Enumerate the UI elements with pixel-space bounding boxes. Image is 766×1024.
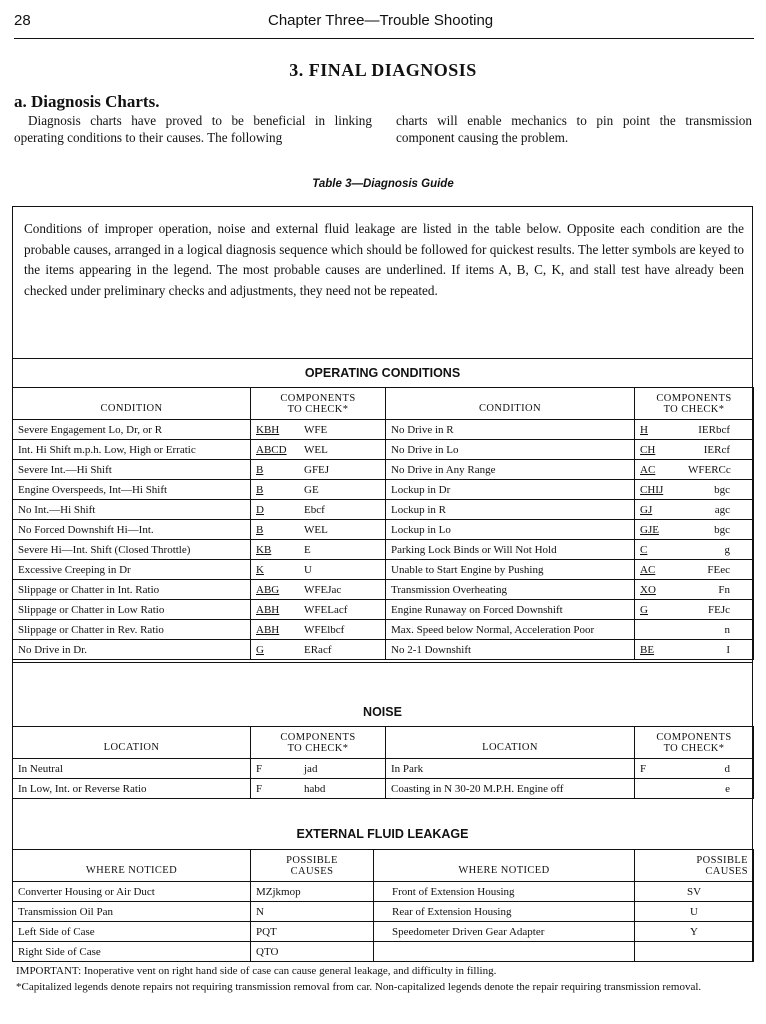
operating-conditions-title: OPERATING CONDITIONS [304,366,461,380]
intro-right-column: charts will enable mechanics to pin point the transmission component causing the problem. [396,113,752,145]
components-cell [635,620,754,640]
condition-text: Max. Speed below Normal, Acceleration Poor [391,623,595,636]
header-rule [14,38,754,39]
components-code: KBH [256,423,280,436]
location-header [13,727,251,759]
components-code: F [256,782,263,795]
components-cell [635,759,754,779]
components-cell [635,460,754,480]
components-pair [640,783,748,795]
possible-causes-header-line2: CAUSES [705,865,748,877]
components-secondary: ERacf [304,643,332,656]
components-code: BE [640,643,655,656]
condition-text: No 2-1 Downshift [391,643,472,656]
possible-causes-cell [635,922,754,942]
possible-causes-cell [635,902,754,922]
components-cell [635,520,754,540]
components-pair [640,564,748,576]
table-row [13,540,754,560]
components-pair [256,783,380,795]
components-code: D [256,503,264,516]
components-header-line2: TO CHECK* [287,742,349,754]
components-code: ABCD [256,443,287,456]
components-cell [635,779,754,799]
components-secondary: n [724,623,730,636]
components-header-line2: TO CHECK* [287,403,349,415]
components-secondary: jad [304,762,318,775]
components-code: B [256,463,264,476]
table-note: Conditions of improper operation, noise and external fluid leakage are listed in the table below. Opposite each condition are the probable causes, arranged in a logical diagnosis sequence which should be followed for quickest results. The letter symbols are keyed to the items appearing in the legend. The most probable causes are underlined. If items A, B, C, K, and stall test have already been checked under preliminary checks and adjustments, they need not be repeated. [24,221,744,298]
components-header [251,727,386,759]
page-number: 28 [14,12,31,29]
components-pair [256,464,380,476]
components-cell [635,480,754,500]
components-header-line1: COMPONENTS [656,392,732,404]
where-noticed-text: Speedometer Driven Gear Adapter [392,925,545,938]
components-code: ABG [256,583,280,596]
condition-cell [13,500,251,520]
where-noticed-cell [13,942,251,962]
components-cell [251,759,386,779]
condition-cell [13,560,251,580]
table-row [13,942,754,962]
condition-text: Excessive Creeping in Dr [18,563,131,576]
table-row [13,922,754,942]
condition-cell [386,620,635,640]
location-header-label: LOCATION [482,742,538,753]
components-code: AC [640,463,656,476]
condition-text: Slippage or Chatter in Low Ratio [18,603,165,616]
table-row [13,420,754,440]
components-cell [251,620,386,640]
chapter-title: Chapter Three—Trouble Shooting [268,12,494,29]
components-cell [251,440,386,460]
components-secondary: WEL [304,443,328,456]
components-pair [256,644,380,656]
components-secondary: WFELacf [304,603,348,616]
possible-causes-text: MZjkmop [256,885,301,898]
condition-text: Coasting in N 30-20 M.P.H. Engine off [391,782,564,795]
condition-header [13,388,251,420]
possible-causes-cell [635,882,754,902]
components-cell [635,440,754,460]
components-pair [640,644,748,656]
condition-cell [386,600,635,620]
possible-causes-text: U [690,905,698,918]
intro-left-column: Diagnosis charts have proved to be beneficial in linking operating conditions to their causes. The following [14,113,372,145]
condition-text: In Neutral [18,762,63,775]
external-fluid-leakage-table [12,849,754,962]
components-code: CHIJ [640,483,664,496]
condition-cell [13,640,251,660]
components-secondary: I [726,643,730,656]
noise-table [12,726,754,799]
condition-text: In Park [391,762,424,775]
possible-causes-header [635,850,754,882]
condition-text: Parking Lock Binds or Will Not Hold [391,543,557,556]
components-code [640,783,678,795]
components-cell [635,640,754,660]
condition-cell [386,520,635,540]
components-secondary: GE [304,483,319,496]
components-secondary: E [304,543,311,556]
condition-header [386,388,635,420]
table-row [13,460,754,480]
components-code: KB [256,543,272,556]
possible-causes-text: QTO [256,945,279,958]
table-row [13,779,754,799]
condition-cell [386,640,635,660]
condition-text: No Drive in Dr. [18,643,88,656]
condition-cell [13,600,251,620]
condition-text: Severe Int.—Hi Shift [18,463,112,476]
table-row [13,620,754,640]
components-cell [251,540,386,560]
components-pair [640,624,748,636]
condition-text: Lockup in Dr [391,483,451,496]
where-noticed-cell [374,882,635,902]
where-noticed-text: Front of Extension Housing [392,885,515,898]
components-code: G [256,643,264,656]
note-divider [12,358,753,359]
components-secondary: habd [304,782,326,795]
table-row [13,640,754,660]
components-secondary: GFEJ [304,463,330,476]
components-code: ABH [256,623,280,636]
components-code: B [256,483,264,496]
components-cell [635,580,754,600]
where-noticed-header-label: WHERE NOTICED [458,865,550,876]
components-secondary: FEec [707,563,730,576]
components-secondary: e [725,782,730,795]
components-header-line2: TO CHECK* [663,403,725,415]
components-pair [256,484,380,496]
table-row [13,600,754,620]
possible-causes-text: Y [690,925,698,938]
components-header-line2: TO CHECK* [663,742,725,754]
components-cell [251,480,386,500]
condition-cell [386,759,635,779]
condition-text: No Drive in R [391,423,454,436]
where-noticed-text: Converter Housing or Air Duct [18,885,155,898]
components-secondary: WFElbcf [304,623,345,636]
components-code: CH [640,443,656,456]
condition-cell [386,540,635,560]
where-noticed-cell [13,922,251,942]
possible-causes-cell [251,922,374,942]
components-code: GJ [640,503,653,516]
components-header-line1: COMPONENTS [656,731,732,743]
components-pair [256,544,380,556]
where-noticed-cell [374,942,635,962]
possible-causes-text: PQT [256,925,277,938]
where-noticed-text: Rear of Extension Housing [392,905,512,918]
condition-cell [13,440,251,460]
components-pair [256,504,380,516]
possible-causes-header [251,850,374,882]
table-header-row [13,388,754,420]
components-cell [251,560,386,580]
operating-conditions-table [12,387,754,660]
possible-causes-header-line1: POSSIBLE [286,854,338,866]
where-noticed-header-label: WHERE NOTICED [85,865,178,876]
condition-text: Lockup in Lo [391,523,451,536]
where-noticed-header [13,850,251,882]
components-secondary: IERcf [703,443,730,456]
components-secondary: bgc [714,523,730,536]
condition-cell [13,460,251,480]
condition-cell [386,420,635,440]
components-pair [256,624,380,636]
condition-text: Slippage or Chatter in Int. Ratio [18,583,160,596]
components-code: GJE [640,523,659,536]
condition-cell [386,480,635,500]
components-pair [256,763,380,775]
components-pair [640,604,748,616]
components-code [640,624,678,636]
condition-cell [386,460,635,480]
components-header [251,388,386,420]
components-pair [256,604,380,616]
external-fluid-leakage-title: EXTERNAL FLUID LEAKAGE [296,827,469,841]
condition-text: No Drive in Lo [391,443,459,456]
condition-text: Engine Runaway on Forced Downshift [391,603,563,616]
table-caption: Table 3—Diagnosis Guide [312,178,454,190]
condition-header-label: CONDITION [479,403,541,414]
components-code: H [640,423,648,436]
components-secondary: WEL [304,523,328,536]
condition-text: Severe Hi—Int. Shift (Closed Throttle) [18,543,191,556]
components-cell [251,640,386,660]
section-title: 3. FINAL DIAGNOSIS [289,60,477,80]
components-cell [251,500,386,520]
where-noticed-text: Left Side of Case [18,925,95,938]
components-secondary: WFE [304,423,328,436]
condition-text: No Int.—Hi Shift [18,503,96,516]
components-pair [256,584,380,596]
condition-text: Slippage or Chatter in Rev. Ratio [18,623,164,636]
condition-cell [386,779,635,799]
components-pair [640,544,748,556]
condition-text: Transmission Overheating [391,583,508,596]
components-secondary: WFERCc [688,463,731,476]
condition-text: No Drive in Any Range [391,463,496,476]
condition-cell [13,480,251,500]
components-pair [640,424,748,436]
condition-cell [13,520,251,540]
components-pair [640,524,748,536]
where-noticed-text: Transmission Oil Pan [18,905,113,918]
components-code: B [256,523,264,536]
noise-title: NOISE [363,705,402,719]
components-pair [256,444,380,456]
where-noticed-text: Right Side of Case [18,945,101,958]
components-pair [640,504,748,516]
condition-cell [386,560,635,580]
condition-cell [13,580,251,600]
components-secondary: bgc [714,483,730,496]
components-code: F [256,762,263,775]
capitalization-footnote: *Capitalized legends denote repairs not requiring transmission removal from car. Non-capitalized legends denote the repair requiring transmission removal. [16,981,702,993]
components-pair [640,464,748,476]
components-header [635,388,754,420]
condition-text: Severe Engagement Lo, Dr, or R [18,423,163,436]
table-row [13,520,754,540]
where-noticed-cell [374,902,635,922]
table-header-row [13,727,754,759]
components-secondary: IERbcf [698,423,730,436]
location-header-label: LOCATION [103,742,160,753]
condition-text: Unable to Start Engine by Pushing [391,563,544,576]
components-secondary: FEJc [708,603,730,616]
components-code: K [256,563,264,576]
condition-cell [13,540,251,560]
table-row [13,882,754,902]
condition-cell [13,759,251,779]
components-code: G [640,603,648,616]
condition-text: Engine Overspeeds, Int—Hi Shift [18,483,168,496]
condition-cell [13,420,251,440]
table-row [13,902,754,922]
where-noticed-cell [13,902,251,922]
components-pair [256,524,380,536]
possible-causes-cell [251,942,374,962]
components-cell [251,779,386,799]
components-code: AC [640,563,656,576]
table-row [13,500,754,520]
condition-cell [386,580,635,600]
components-cell [251,460,386,480]
where-noticed-cell [13,882,251,902]
components-cell [635,600,754,620]
components-code: F [640,762,647,775]
components-secondary: U [304,563,312,576]
possible-causes-text: N [256,905,264,918]
components-pair [640,444,748,456]
location-header [386,727,635,759]
table-row [13,580,754,600]
components-header [635,727,754,759]
where-noticed-cell [374,922,635,942]
components-pair [256,564,380,576]
components-secondary: agc [714,503,730,516]
condition-cell [13,620,251,640]
where-noticed-header [374,850,635,882]
subsection-title: a. Diagnosis Charts. [14,92,160,111]
table-row [13,759,754,779]
table-row [13,560,754,580]
components-secondary: WFEJac [304,583,342,596]
condition-header-label: CONDITION [100,403,163,414]
possible-causes-cell [251,902,374,922]
section-divider [12,662,753,663]
components-pair [640,584,748,596]
possible-causes-cell [635,942,754,962]
possible-causes-header-line1: POSSIBLE [696,854,748,866]
components-cell [251,420,386,440]
components-secondary: Ebcf [304,503,325,516]
components-cell [635,420,754,440]
components-code: XO [640,583,656,596]
condition-cell [386,440,635,460]
condition-text: No Forced Downshift Hi—Int. [18,523,154,536]
condition-cell [13,779,251,799]
table-row [13,440,754,460]
table-header-row [13,850,754,882]
components-secondary: g [724,543,730,556]
components-pair [640,763,748,775]
components-secondary: d [724,762,730,775]
components-cell [251,600,386,620]
condition-text: Int. Hi Shift m.p.h. Low, High or Erratic [18,443,196,456]
components-cell [635,560,754,580]
components-pair [640,484,748,496]
condition-text: In Low, Int. or Reverse Ratio [18,782,147,795]
components-header-line1: COMPONENTS [280,731,356,743]
components-cell [251,520,386,540]
possible-causes-header-line2: CAUSES [290,865,334,877]
components-code: C [640,543,648,556]
components-code: ABH [256,603,280,616]
possible-causes-text: SV [686,885,702,898]
components-header-line1: COMPONENTS [280,392,356,404]
components-pair [256,424,380,436]
table-row [13,480,754,500]
condition-cell [386,500,635,520]
components-secondary: Fn [718,583,730,596]
condition-text: Lockup in R [391,503,446,516]
important-note: IMPORTANT: Inoperative vent on right hand side of case can cause general leakage, and difficulty in filling. [16,965,497,977]
components-cell [635,540,754,560]
components-cell [635,500,754,520]
possible-causes-cell [251,882,374,902]
components-cell [251,580,386,600]
